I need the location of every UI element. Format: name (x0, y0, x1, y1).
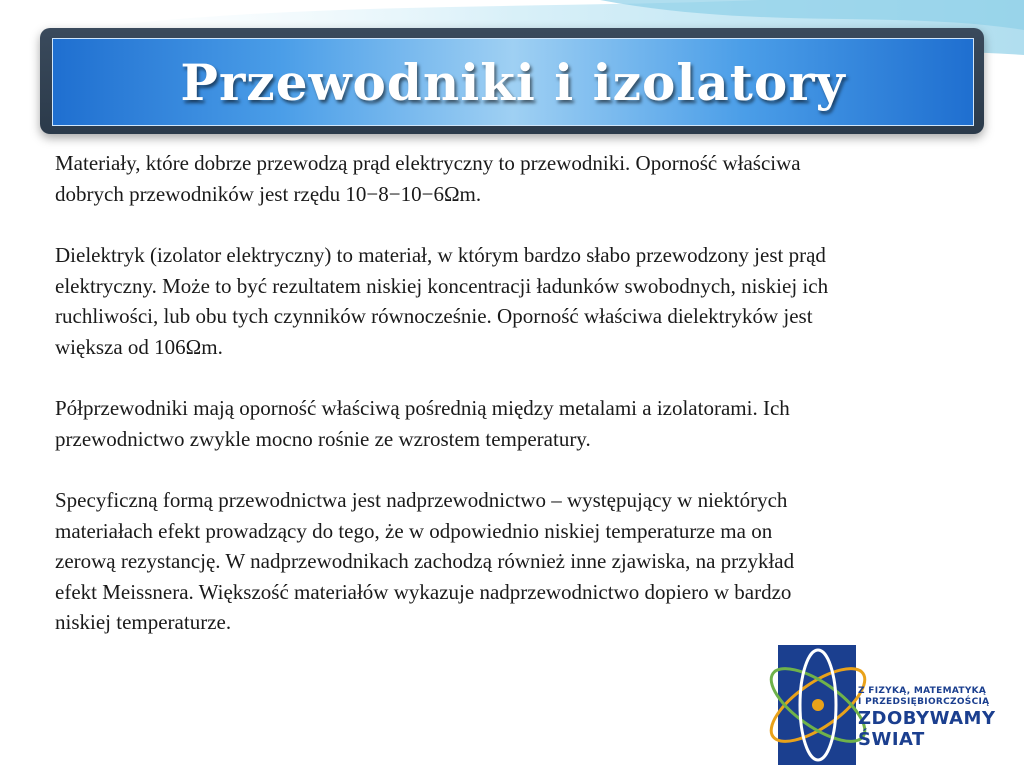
paragraph-semiconductors: Półprzewodniki mają oporność właściwą pośrednią między metalami a izolatorami. Ich przewodnictwo zwykle mocno rośnie ze wzrostem temperatury. (55, 396, 790, 451)
logo-line-3: ZDOBYWAMY (858, 708, 996, 729)
logo-line-2: I PRZEDSIĘBIORCZOŚCIĄ (858, 697, 990, 707)
logo-line-1: Z FIZYKĄ, MATEMATYKĄ (858, 686, 987, 696)
paragraph-superconductivity: Specyficzną formą przewodnictwa jest nadprzewodnictwo – występujący w niektórych materiałach efekt prowadzący do tego, że w odpowiednio niskiej temperaturze ma on zerową rezystancję. W nadprzewodnikach zachodzą również inne zjawiska, na przykład efekt Meissnera. Większość materiałów wykazuje nadprzewodnictwo dopiero w bardzo niskiej temperaturze. (55, 488, 795, 634)
slide-title: Przewodniki i izolatory (180, 52, 846, 112)
title-banner (52, 38, 974, 126)
logo-text (858, 686, 1024, 750)
paragraph-conductors: Materiały, które dobrze przewodzą prąd elektryczny to przewodniki. Oporność właściwa dobrych przewodników jest rzędu 10−8−10−6Ωm. (55, 151, 801, 206)
paragraph-dielectric: Dielektryk (izolator elektryczny) to materiał, w którym bardzo słabo przewodzony jest prąd elektryczny. Może to być rezultatem niskiej koncentracji ładunków swobodnych, niskiej ich ruchliwości, lub obu tych czynników równocześnie. Oporność właściwa dielektryków jest większa od 106Ωm. (55, 243, 829, 359)
logo-line-4: ŚWIAT (858, 729, 925, 750)
slide-body (55, 148, 830, 669)
